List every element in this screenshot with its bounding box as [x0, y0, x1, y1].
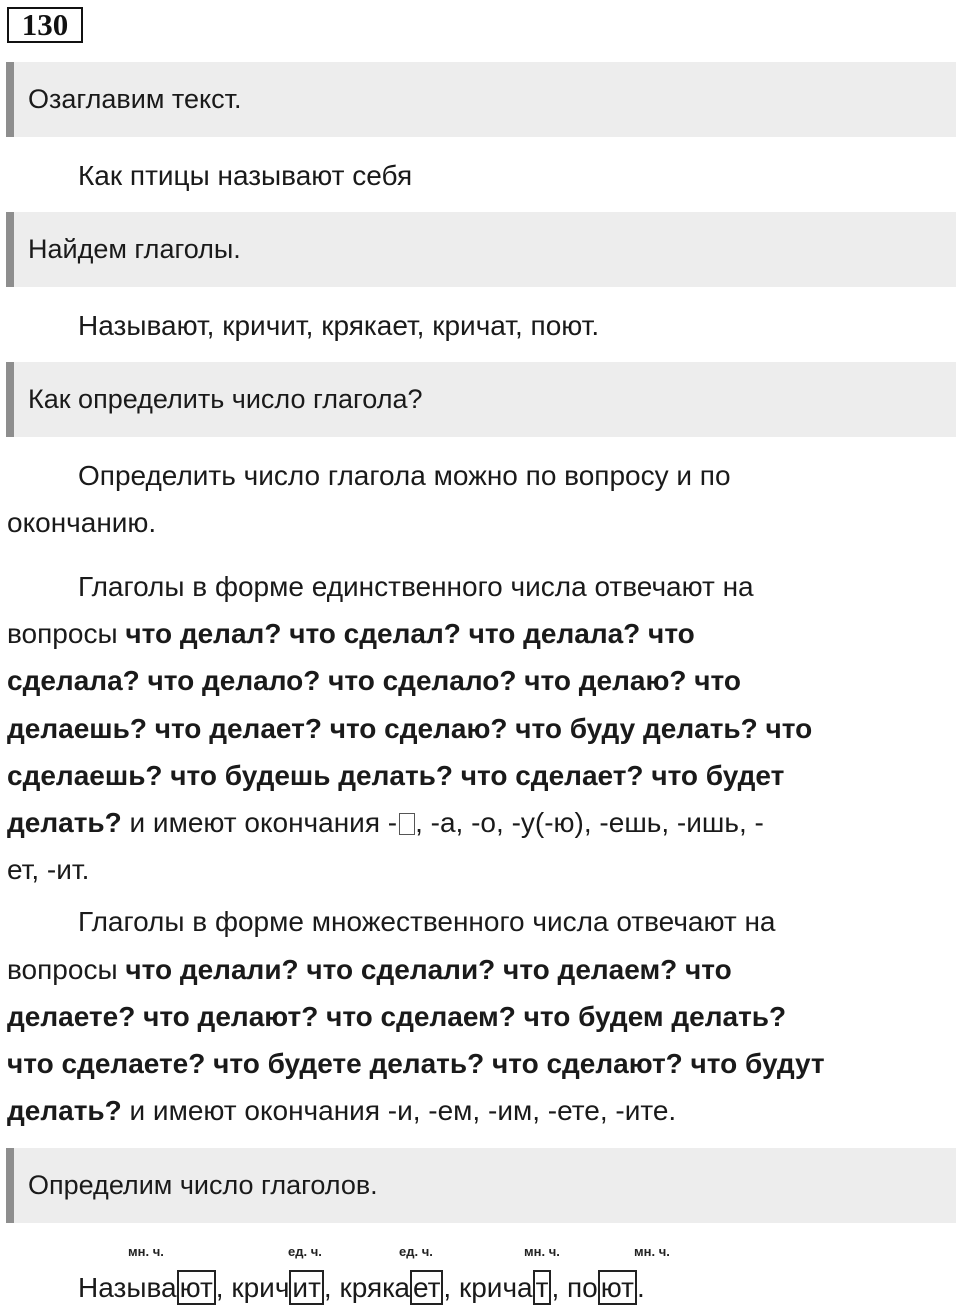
verb-analysis: [78, 1268, 645, 1308]
number-note: мн. ч.: [128, 1244, 164, 1259]
singular-endings: , -а, -о, -у(-ю), -ешь, -ишь, -: [415, 807, 764, 838]
verb-stem: Называ: [78, 1272, 177, 1303]
singular-line5: [7, 752, 784, 799]
title-answer: Как птицы называют себя: [78, 160, 413, 191]
task-find-verbs: Найдем глаголы.: [6, 212, 956, 287]
verb-ending: ют: [177, 1270, 216, 1305]
plural-plain: вопросы: [7, 954, 126, 985]
singular-line7: ет, -ит.: [7, 854, 90, 885]
verb-stem: крича: [451, 1272, 533, 1303]
plural-questions: что сделаете? что будете делать? что сделают? что будут: [7, 1048, 825, 1079]
verb-stem: крич: [223, 1272, 290, 1303]
punctuation: .: [636, 1272, 645, 1303]
plural-line3: [7, 993, 786, 1040]
number-note: мн. ч.: [524, 1244, 560, 1259]
exercise-number: 130: [7, 7, 83, 43]
verbs-answer: Называют, кричит, крякает, кричат, поют.: [78, 310, 600, 341]
plural-endings: и имеют окончания -и, -ем, -им, -ете, -ите.: [121, 1095, 677, 1126]
task-determine-number: Определим число глаголов.: [6, 1148, 956, 1223]
number-note: ед. ч.: [288, 1244, 322, 1259]
singular-line2: [7, 610, 695, 657]
singular-plain: вопросы: [7, 618, 126, 649]
verb-stem: крякa: [331, 1272, 410, 1303]
plural-questions: что делали? что сделали? что делаем? что: [125, 954, 732, 985]
plural-questions: делать?: [7, 1095, 122, 1126]
rule-intro-line2: окончанию.: [7, 507, 157, 538]
plural-questions: делаете? что делают? что сделаем? что будем делать?: [7, 1001, 787, 1032]
punctuation: ,: [323, 1272, 332, 1303]
plural-line1: Глаголы в форме множественного числа отвечают на: [78, 906, 776, 937]
verb-ending: ет: [410, 1270, 443, 1305]
singular-line4: [7, 705, 812, 752]
singular-endings-lead: и имеют окончания -: [121, 807, 398, 838]
singular-questions: что делал? что сделал? что делала? что: [125, 618, 695, 649]
singular-line1: Глаголы в форме единственного числа отвечают на: [78, 571, 754, 602]
punctuation: ,: [551, 1272, 560, 1303]
plural-line5: [7, 1087, 676, 1134]
task-verb-number-question: Как определить число глагола?: [6, 362, 956, 437]
singular-questions: сделала? что делало? что сделало? что делаю? что: [7, 665, 741, 696]
task-title-text: Озаглавим текст.: [6, 62, 956, 137]
singular-line6: [7, 799, 764, 846]
verb-ending: ют: [598, 1270, 637, 1305]
plural-line4: [7, 1040, 825, 1087]
number-note: ед. ч.: [399, 1244, 433, 1259]
verb-stem: по: [559, 1272, 598, 1303]
singular-questions: делать?: [7, 807, 122, 838]
rule-intro-line1: Определить число глагола можно по вопросу и по: [78, 460, 731, 491]
punctuation: ,: [443, 1272, 452, 1303]
punctuation: ,: [215, 1272, 224, 1303]
empty-ending-icon: [399, 813, 415, 835]
singular-questions: сделаешь? что будешь делать? что сделает? что будет: [7, 760, 785, 791]
singular-questions: делаешь? что делает? что сделаю? что буду делать? что: [7, 713, 813, 744]
verb-ending: ит: [289, 1270, 323, 1305]
singular-line3: [7, 657, 741, 704]
plural-line2: [7, 946, 732, 993]
number-note: мн. ч.: [634, 1244, 670, 1259]
verb-ending: т: [533, 1270, 552, 1305]
